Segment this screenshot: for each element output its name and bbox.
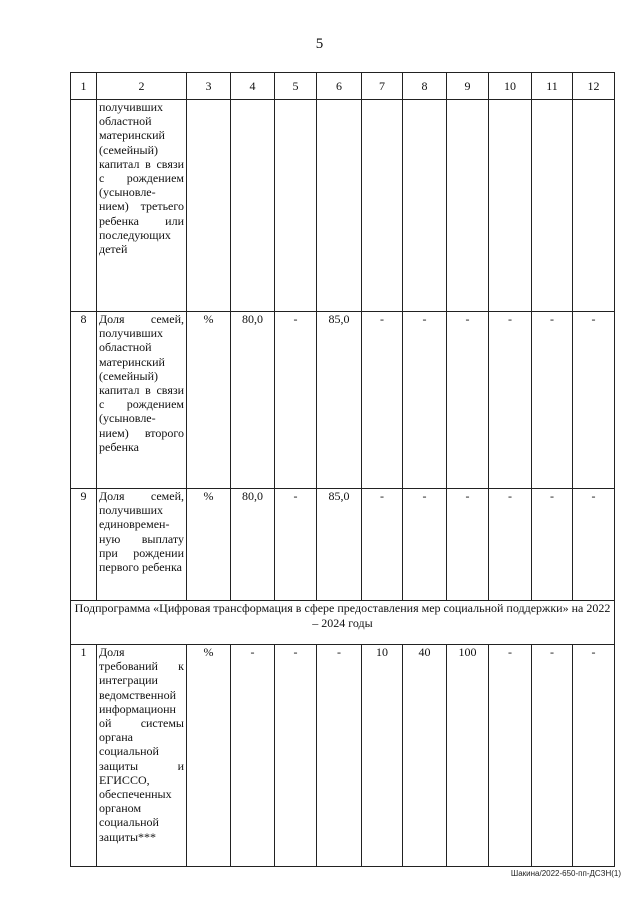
value-cell xyxy=(532,100,573,312)
value-cell: 85,0 xyxy=(317,489,362,601)
value-cell: - xyxy=(447,312,489,489)
document-code: Шакина/2022-650-пп-ДСЗН(1) xyxy=(510,869,621,878)
value-cell: - xyxy=(573,312,615,489)
value-cell: - xyxy=(231,645,275,867)
value-cell: - xyxy=(573,645,615,867)
column-header: 1 xyxy=(71,73,97,100)
value-cell: - xyxy=(532,312,573,489)
value-cell xyxy=(275,100,317,312)
value-cell xyxy=(317,100,362,312)
value-cell xyxy=(573,100,615,312)
value-cell: - xyxy=(317,645,362,867)
value-cell: 100 xyxy=(447,645,489,867)
column-header: 4 xyxy=(231,73,275,100)
column-header: 8 xyxy=(403,73,447,100)
column-header: 12 xyxy=(573,73,615,100)
table-row xyxy=(71,312,615,489)
column-header: 10 xyxy=(489,73,532,100)
value-cell: - xyxy=(489,645,532,867)
indicator-name: Доля семей, получивших областной материнский (семейный) капитал в связи с рождением (усыновле-нием) второго ребенка xyxy=(97,312,187,489)
value-cell xyxy=(362,100,403,312)
subprogram-title: Подпрограмма «Цифровая трансформация в сфере предоставления мер социальной поддержки» на 2022 – 2024 годы xyxy=(71,601,615,645)
row-number xyxy=(71,100,97,312)
value-cell: - xyxy=(447,489,489,601)
column-header: 3 xyxy=(187,73,231,100)
value-cell: 85,0 xyxy=(317,312,362,489)
page-number: 5 xyxy=(315,36,324,52)
table-header-row xyxy=(71,73,615,100)
value-cell xyxy=(231,100,275,312)
value-cell: - xyxy=(275,312,317,489)
value-cell: - xyxy=(489,312,532,489)
column-header: 11 xyxy=(532,73,573,100)
row-number: 8 xyxy=(71,312,97,489)
table-row xyxy=(71,645,615,867)
subprogram-row xyxy=(71,601,615,645)
value-cell: 40 xyxy=(403,645,447,867)
value-cell: - xyxy=(275,489,317,601)
indicators-table xyxy=(70,72,615,867)
value-cell: - xyxy=(489,489,532,601)
row-number: 9 xyxy=(71,489,97,601)
unit-cell: % xyxy=(187,645,231,867)
value-cell: - xyxy=(362,489,403,601)
value-cell: 80,0 xyxy=(231,312,275,489)
value-cell: 80,0 xyxy=(231,489,275,601)
unit-cell: % xyxy=(187,312,231,489)
value-cell: - xyxy=(532,645,573,867)
column-header: 9 xyxy=(447,73,489,100)
value-cell: - xyxy=(403,489,447,601)
column-header: 7 xyxy=(362,73,403,100)
value-cell: - xyxy=(532,489,573,601)
column-header: 6 xyxy=(317,73,362,100)
value-cell: 10 xyxy=(362,645,403,867)
value-cell xyxy=(489,100,532,312)
table-row xyxy=(71,489,615,601)
column-header: 5 xyxy=(275,73,317,100)
indicator-name: Доля семей, получивших единовремен-ную выплату при рождении первого ребенка xyxy=(97,489,187,601)
indicator-name: Доля требований к интеграции ведомственной информационн ой системы органа социальной защиты и ЕГИССО, обеспеченных органом социальной защиты*** xyxy=(97,645,187,867)
unit-cell xyxy=(187,100,231,312)
value-cell: - xyxy=(275,645,317,867)
table-row xyxy=(71,100,615,312)
row-number: 1 xyxy=(71,645,97,867)
column-header: 2 xyxy=(97,73,187,100)
value-cell xyxy=(403,100,447,312)
unit-cell: % xyxy=(187,489,231,601)
value-cell: - xyxy=(362,312,403,489)
indicator-name: получивших областной материнский (семейный) капитал в связи с рождением (усыновле-нием) третьего ребенка или последующих детей xyxy=(97,100,187,312)
value-cell: - xyxy=(573,489,615,601)
value-cell: - xyxy=(403,312,447,489)
value-cell xyxy=(447,100,489,312)
